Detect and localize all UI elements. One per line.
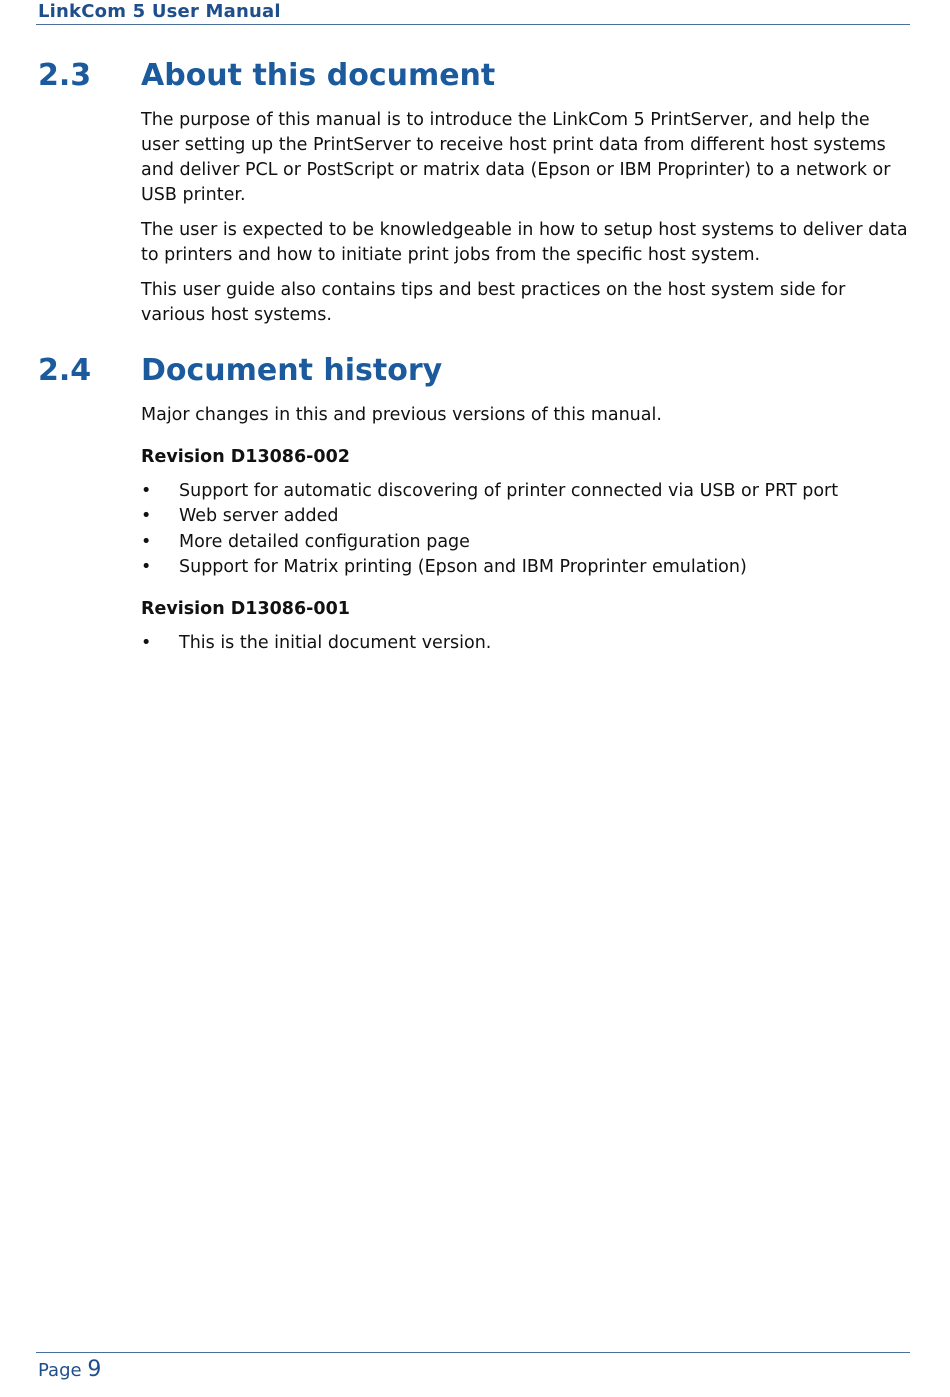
footer-divider xyxy=(36,1352,910,1353)
section-heading-2-3 xyxy=(38,58,495,93)
section-2-4-intro xyxy=(141,403,911,438)
page-number: 9 xyxy=(87,1357,102,1382)
bullet-icon: • xyxy=(141,633,152,653)
bullet-icon: • xyxy=(141,506,152,527)
section-title: Document history xyxy=(141,353,443,388)
list-item xyxy=(141,530,911,555)
list-item xyxy=(141,555,911,580)
paragraph: The user is expected to be knowledgeable in how to setup host systems to deliver data to printers and how to initiate print jobs from the specific host system. xyxy=(141,220,908,265)
page-footer xyxy=(38,1357,101,1382)
paragraph: This user guide also contains tips and best practices on the host system side for various host systems. xyxy=(141,280,846,325)
list-item-text: Support for automatic discovering of printer connected via USB or PRT port xyxy=(179,481,839,501)
revision-heading: Revision D13086-002 xyxy=(141,447,350,467)
list-item xyxy=(141,504,911,529)
paragraph: The purpose of this manual is to introduce the LinkCom 5 PrintServer, and help the user setting up the PrintServer to receive host print data from different host systems and deliver PCL or PostScript or matrix data (Epson or IBM Proprinter) to a network or USB printer. xyxy=(141,110,891,205)
page-label: Page xyxy=(38,1360,82,1381)
list-item-text: Web server added xyxy=(179,506,339,527)
list-item-text: Support for Matrix printing (Epson and IBM Proprinter emulation) xyxy=(179,556,747,577)
revision-changes-list xyxy=(141,479,911,580)
list-item xyxy=(141,631,911,656)
revision-changes-list xyxy=(141,631,911,656)
paragraph: Major changes in this and previous versions of this manual. xyxy=(141,405,662,425)
list-item xyxy=(141,479,911,504)
bullet-icon: • xyxy=(141,556,152,577)
section-title: About this document xyxy=(141,58,496,93)
list-item-text: This is the initial document version. xyxy=(179,633,492,653)
bullet-icon: • xyxy=(141,531,152,552)
section-2-3-body xyxy=(141,108,911,338)
header-divider xyxy=(36,24,910,25)
running-header-title: LinkCom 5 User Manual xyxy=(38,1,281,22)
revision-heading: Revision D13086-001 xyxy=(141,599,350,619)
section-heading-2-4 xyxy=(38,353,442,388)
section-number: 2.4 xyxy=(38,353,92,388)
bullet-icon: • xyxy=(141,481,152,501)
list-item-text: More detailed configuration page xyxy=(179,531,470,552)
section-number: 2.3 xyxy=(38,58,92,93)
